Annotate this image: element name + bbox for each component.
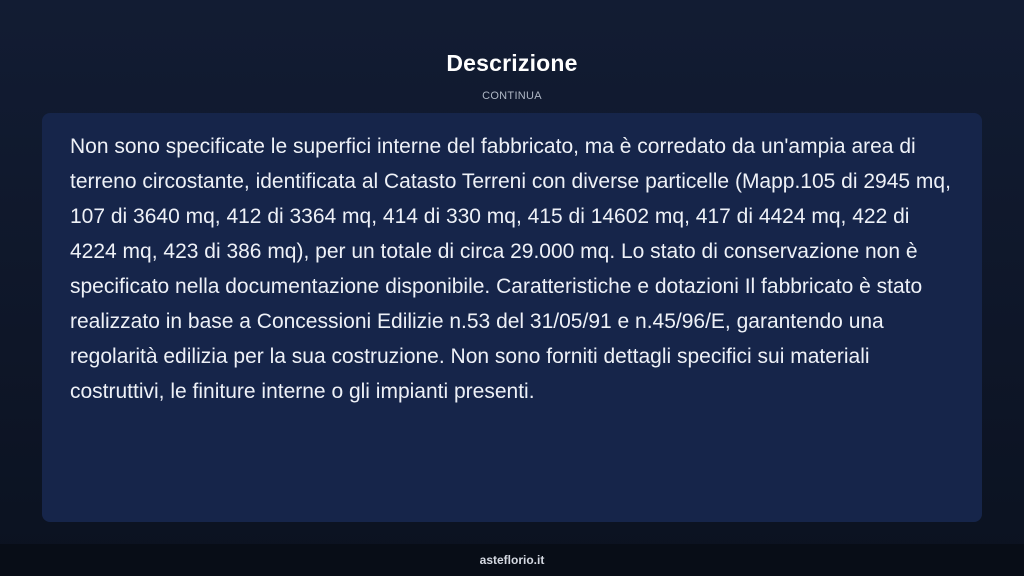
continued-label: CONTINUA bbox=[482, 90, 542, 102]
description-card bbox=[42, 113, 982, 522]
page-title: Descrizione bbox=[446, 50, 578, 76]
footer-site-name: asteflorio.it bbox=[479, 553, 545, 567]
description-text: Non sono specificate le superfici interne del fabbricato, ma è corredato da un'ampia area di terreno circostante, identificata al Catasto Terreni con diverse particelle (Mapp.105 di 2945 mq, 107 di 3640 mq, 412 di 3364 mq, 414 di 330 mq, 415 di 14602 mq, 417 di 4424 mq, 422 di 4224 mq, 423 di 386 mq), per un totale di circa 29.000 mq. Lo stato di conservazione non è specificato nella documentazione disponibile. Caratteristiche e dotazioni Il fabbricato è stato realizzato in base a Concessioni Edilizie n.53 del 31/05/91 e n.45/96/E, garantendo una regolarità edilizia per la sua costruzione. Non sono forniti dettagli specifici sui materiali costruttivi, le finiture interne o gli impianti presenti. bbox=[70, 135, 951, 403]
footer-bar bbox=[0, 544, 1024, 576]
